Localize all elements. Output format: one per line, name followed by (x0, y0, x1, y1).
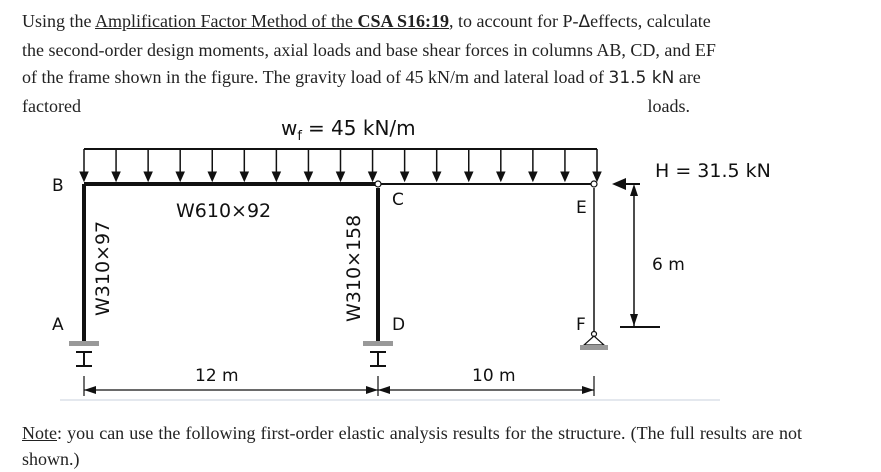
load-arrow (176, 149, 184, 181)
span1-label: 12 m (195, 366, 239, 386)
load-arrow (369, 149, 377, 181)
problem-line-4: factored loads. (22, 95, 690, 116)
problem-line-2: the second-order design moments, axial loads and base shear forces in columns AB, CD, and EF (22, 39, 716, 60)
lateral-load-arrow (612, 178, 640, 190)
load-label (281, 116, 416, 144)
height-label: 6 m (652, 255, 685, 275)
node-f: F (576, 315, 586, 335)
load-arrow (208, 149, 216, 181)
node-c: C (392, 190, 404, 210)
load-arrow (80, 149, 88, 181)
span-dimension (84, 376, 594, 396)
svg-text:wf= 45 kN/m: $w_f = 45$ kN/m (281, 116, 416, 144)
load-arrow (465, 149, 473, 181)
fixed-support-d (363, 341, 393, 366)
col-cd-section-label: W310×158 (343, 214, 365, 322)
lateral-load-label: H = 31.5 kN (655, 160, 771, 182)
load-arrow (401, 149, 409, 181)
node-d: D (392, 315, 406, 335)
fixed-support-a (69, 341, 99, 366)
span2-label: 10 m (472, 366, 516, 386)
hinge-c (375, 181, 381, 187)
load-arrow (304, 149, 312, 181)
col-ab-section-label: W310×97 (92, 220, 114, 316)
load-arrow (497, 149, 505, 181)
load-arrow (593, 149, 601, 181)
load-arrow (112, 149, 120, 181)
note-prefix: Note (22, 423, 57, 443)
load-arrow (561, 149, 569, 181)
beam-section-label: W610×92 (176, 200, 272, 222)
code-reference: CSA S16:19 (357, 11, 449, 31)
node-e: E (576, 198, 587, 218)
hinge-e (591, 181, 597, 187)
load-arrow (144, 149, 152, 181)
load-arrow (240, 149, 248, 181)
load-arrow (272, 149, 280, 181)
problem-line-3: of the frame shown in the figure. The gravity load of 45 kN/m and lateral load of 31.5 kN are (22, 67, 701, 88)
problem-line-1: Using the Amplification Factor Method of the CSA S16:19, to account for P-Δeffects, calculate (22, 11, 711, 32)
load-arrow (337, 149, 345, 181)
distributed-load (80, 149, 601, 181)
note-text: Note: you can use the following first-order elastic analysis results for the structure. (The full results are not shown.) (22, 423, 802, 469)
load-arrow (529, 149, 537, 181)
node-a: A (52, 315, 64, 335)
load-arrow (433, 149, 441, 181)
node-b: B (52, 176, 64, 196)
method-name: Amplification Factor Method of the CSA S16:19, (95, 11, 454, 31)
delta-symbol: Δ (578, 12, 591, 32)
